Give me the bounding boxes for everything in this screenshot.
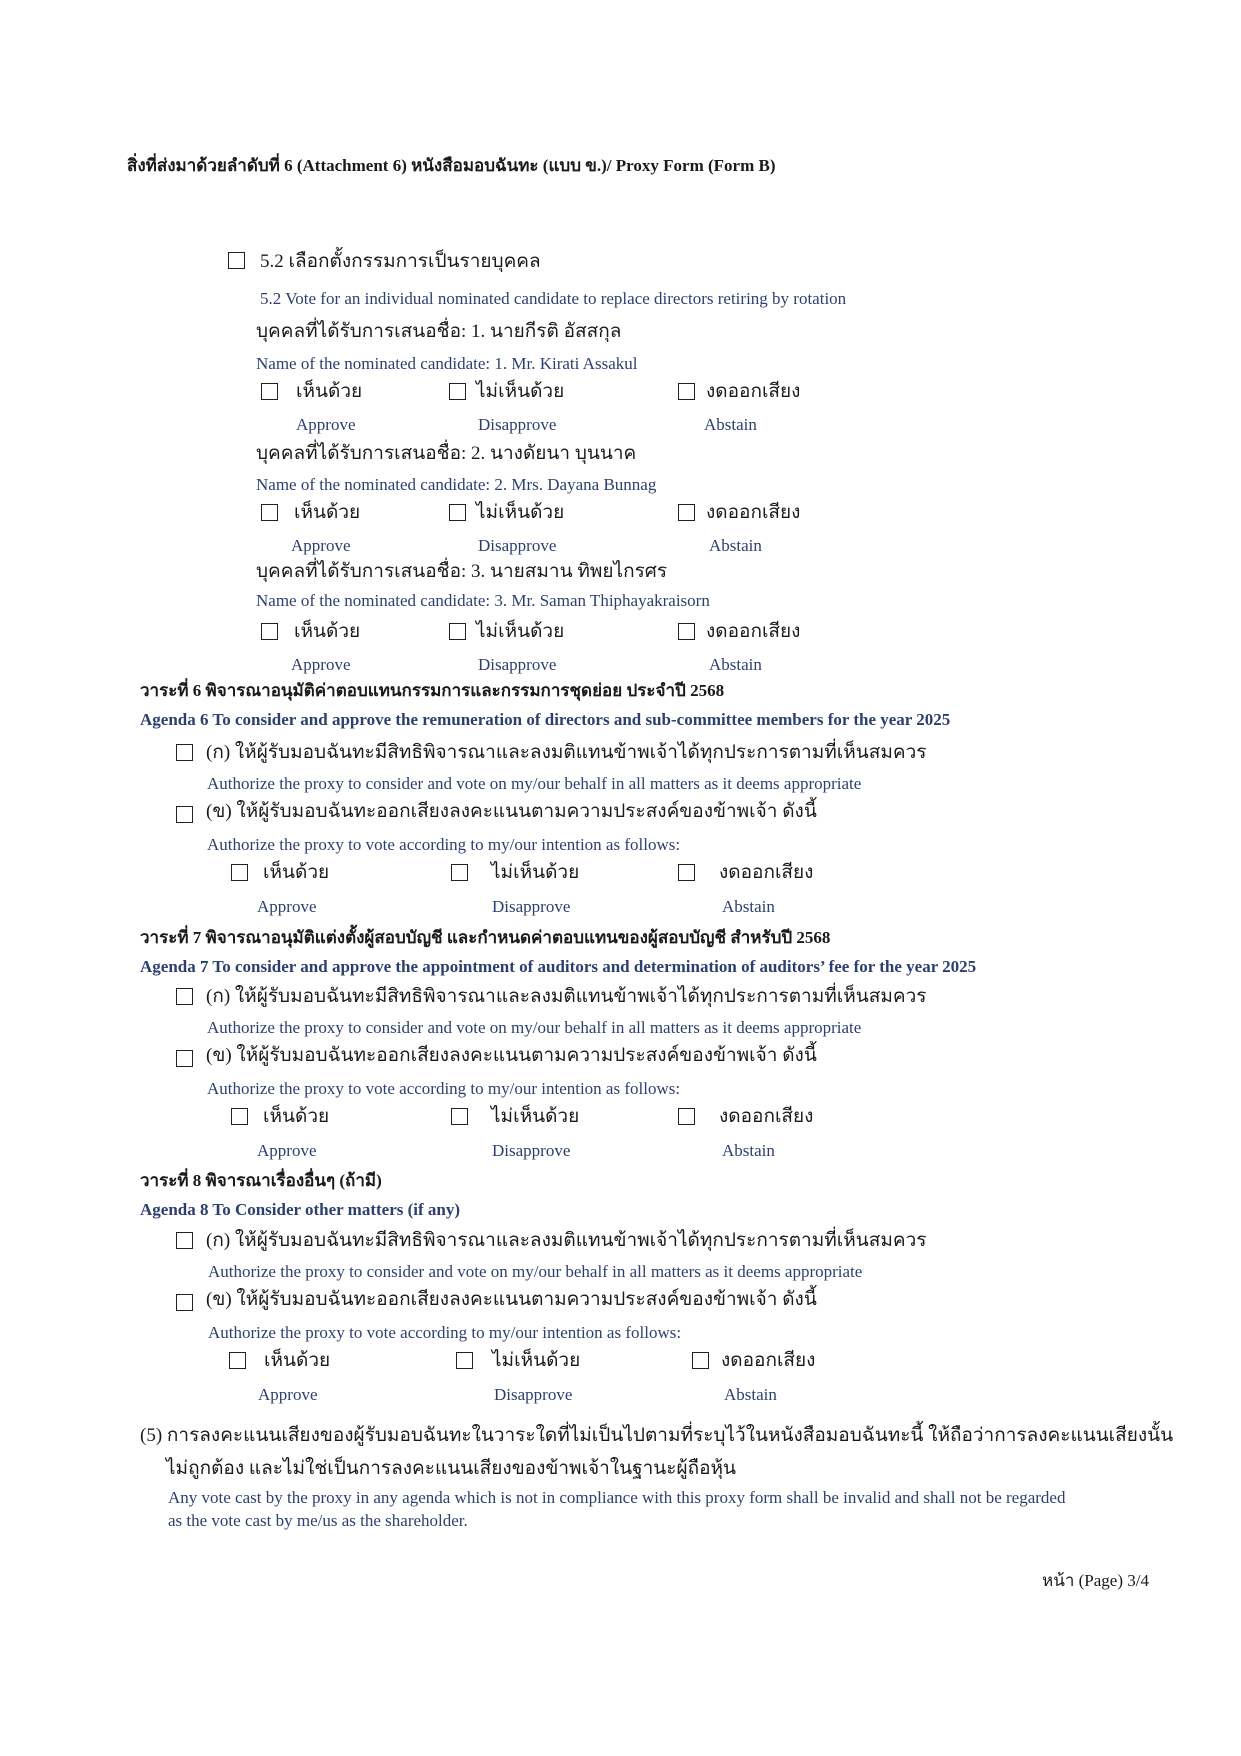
agenda-6-disapprove-checkbox[interactable] [451, 864, 468, 881]
agenda-7-english-heading: Agenda 7 To consider and approve the appointment of auditors and determination of auditors’ fee for the year 2025 [140, 957, 977, 976]
note-5-thai-line-1: (5) การลงคะแนนเสียงของผู้รับมอบฉันทะในวาระใดที่ไม่เป็นไปตามที่ระบุไว้ในหนังสือมอบฉันทะนี้ ให้ถือว่าการลงคะแนนเสียงนั้น [140, 1425, 1174, 1446]
agenda-7-option-b-checkbox[interactable] [176, 1050, 193, 1067]
candidate-3-approve-checkbox[interactable] [261, 623, 278, 640]
agenda-8-option-a-checkbox[interactable] [176, 1232, 193, 1249]
agenda-8-approve-checkbox[interactable] [229, 1352, 246, 1369]
note-5-english-line-2: as the vote cast by me/us as the shareholder. [168, 1511, 468, 1530]
candidate-3-thai: บุคคลที่ได้รับการเสนอชื่อ: 3. นายสมาน ทิพยไกรศร [256, 561, 668, 582]
agenda-7-option-a-en: Authorize the proxy to consider and vote on my/our behalf in all matters as it deems appropriate [207, 1018, 862, 1037]
candidate-3-approve-en: Approve [291, 655, 351, 674]
candidate-3-abstain-en: Abstain [709, 655, 762, 674]
candidate-2-abstain-th: งดออกเสียง [706, 502, 801, 523]
agenda-6-option-b-th: (ข) ให้ผู้รับมอบฉันทะออกเสียงลงคะแนนตามความประสงค์ของข้าพเจ้า ดังนี้ [206, 801, 817, 822]
candidate-2-approve-en: Approve [291, 536, 351, 555]
page-header-title: สิ่งที่ส่งมาด้วยลำดับที่ 6 (Attachment 6) หนังสือมอบฉันทะ (แบบ ข.)/ Proxy Form (Form B) [127, 156, 776, 175]
agenda-7-approve-th: เห็นด้วย [263, 1106, 330, 1127]
agenda-8-approve-th: เห็นด้วย [264, 1350, 331, 1371]
candidate-1-english: Name of the nominated candidate: 1. Mr. Kirati Assakul [256, 354, 638, 373]
agenda-6-approve-en: Approve [257, 897, 317, 916]
page-number: หน้า (Page) 3/4 [1042, 1571, 1149, 1590]
agenda-6-abstain-checkbox[interactable] [678, 864, 695, 881]
candidate-1-thai: บุคคลที่ได้รับการเสนอชื่อ: 1. นายกีรติ อัสสกุล [256, 321, 622, 342]
candidate-2-abstain-checkbox[interactable] [678, 504, 695, 521]
agenda-7-option-a-th: (ก) ให้ผู้รับมอบฉันทะมีสิทธิพิจารณาและลงมติแทนข้าพเจ้าได้ทุกประการตามที่เห็นสมควร [206, 986, 927, 1007]
agenda-8-approve-en: Approve [258, 1385, 318, 1404]
agenda-7-option-a-checkbox[interactable] [176, 988, 193, 1005]
agenda-6-abstain-en: Abstain [722, 897, 775, 916]
agenda-6-option-a-en: Authorize the proxy to consider and vote on my/our behalf in all matters as it deems appropriate [207, 774, 862, 793]
agenda-7-disapprove-en: Disapprove [492, 1141, 571, 1160]
agenda-7-abstain-checkbox[interactable] [678, 1108, 695, 1125]
agenda-6-option-a-checkbox[interactable] [176, 744, 193, 761]
agenda-7-abstain-th: งดออกเสียง [719, 1106, 814, 1127]
candidate-3-disapprove-th: ไม่เห็นด้วย [476, 621, 565, 642]
agenda-8-option-b-en: Authorize the proxy to vote according to my/our intention as follows: [208, 1323, 682, 1342]
candidate-2-approve-checkbox[interactable] [261, 504, 278, 521]
agenda-8-abstain-en: Abstain [724, 1385, 777, 1404]
agenda-7-approve-en: Approve [257, 1141, 317, 1160]
agenda-7-abstain-en: Abstain [722, 1141, 775, 1160]
agenda-6-approve-checkbox[interactable] [231, 864, 248, 881]
agenda-6-option-a-th: (ก) ให้ผู้รับมอบฉันทะมีสิทธิพิจารณาและลงมติแทนข้าพเจ้าได้ทุกประการตามที่เห็นสมควร [206, 742, 927, 763]
candidate-1-approve-checkbox[interactable] [261, 383, 278, 400]
agenda-8-option-a-en: Authorize the proxy to consider and vote on my/our behalf in all matters as it deems appropriate [208, 1262, 863, 1281]
candidate-3-abstain-checkbox[interactable] [678, 623, 695, 640]
section-5-2-english-label: 5.2 Vote for an individual nominated candidate to replace directors retiring by rotation [260, 289, 847, 308]
candidate-1-disapprove-checkbox[interactable] [449, 383, 466, 400]
agenda-7-thai-heading: วาระที่ 7 พิจารณาอนุมัติแต่งตั้งผู้สอบบัญชี และกำหนดค่าตอบแทนของผู้สอบบัญชี สำหรับปี 2568 [140, 928, 831, 947]
candidate-1-abstain-en: Abstain [704, 415, 757, 434]
agenda-8-option-b-th: (ข) ให้ผู้รับมอบฉันทะออกเสียงลงคะแนนตามความประสงค์ของข้าพเจ้า ดังนี้ [206, 1289, 817, 1310]
candidate-1-approve-th: เห็นด้วย [296, 381, 363, 402]
agenda-8-option-a-th: (ก) ให้ผู้รับมอบฉันทะมีสิทธิพิจารณาและลงมติแทนข้าพเจ้าได้ทุกประการตามที่เห็นสมควร [206, 1230, 927, 1251]
candidate-2-disapprove-th: ไม่เห็นด้วย [476, 502, 565, 523]
note-5-english-line-1: Any vote cast by the proxy in any agenda which is not in compliance with this proxy form shall be invalid and shall not be regarded [168, 1488, 1066, 1507]
agenda-7-approve-checkbox[interactable] [231, 1108, 248, 1125]
agenda-6-english-heading: Agenda 6 To consider and approve the remuneration of directors and sub-committee members for the year 2025 [140, 710, 951, 729]
candidate-1-disapprove-th: ไม่เห็นด้วย [476, 381, 565, 402]
agenda-6-option-b-en: Authorize the proxy to vote according to my/our intention as follows: [207, 835, 681, 854]
candidate-2-english: Name of the nominated candidate: 2. Mrs. Dayana Bunnag [256, 475, 657, 494]
candidate-3-english: Name of the nominated candidate: 3. Mr. Saman Thiphayakraisorn [256, 591, 710, 610]
agenda-8-abstain-th: งดออกเสียง [721, 1350, 816, 1371]
candidate-1-approve-en: Approve [296, 415, 356, 434]
agenda-7-option-b-en: Authorize the proxy to vote according to my/our intention as follows: [207, 1079, 681, 1098]
candidate-2-abstain-en: Abstain [709, 536, 762, 555]
candidate-3-disapprove-checkbox[interactable] [449, 623, 466, 640]
candidate-1-abstain-th: งดออกเสียง [706, 381, 801, 402]
agenda-7-option-b-th: (ข) ให้ผู้รับมอบฉันทะออกเสียงลงคะแนนตามความประสงค์ของข้าพเจ้า ดังนี้ [206, 1045, 817, 1066]
agenda-6-approve-th: เห็นด้วย [263, 862, 330, 883]
candidate-1-disapprove-en: Disapprove [478, 415, 557, 434]
agenda-8-option-b-checkbox[interactable] [176, 1294, 193, 1311]
agenda-7-disapprove-checkbox[interactable] [451, 1108, 468, 1125]
candidate-3-abstain-th: งดออกเสียง [706, 621, 801, 642]
agenda-8-english-heading: Agenda 8 To Consider other matters (if any) [140, 1200, 461, 1219]
agenda-8-thai-heading: วาระที่ 8 พิจารณาเรื่องอื่นๆ (ถ้ามี) [140, 1171, 382, 1190]
section-5-2-thai-label: 5.2 เลือกตั้งกรรมการเป็นรายบุคคล [260, 251, 541, 272]
candidate-3-disapprove-en: Disapprove [478, 655, 557, 674]
candidate-2-disapprove-en: Disapprove [478, 536, 557, 555]
candidate-2-thai: บุคคลที่ได้รับการเสนอชื่อ: 2. นางดัยนา บุนนาค [256, 443, 637, 464]
candidate-1-abstain-checkbox[interactable] [678, 383, 695, 400]
agenda-6-disapprove-en: Disapprove [492, 897, 571, 916]
agenda-8-disapprove-checkbox[interactable] [456, 1352, 473, 1369]
agenda-6-option-b-checkbox[interactable] [176, 806, 193, 823]
agenda-6-abstain-th: งดออกเสียง [719, 862, 814, 883]
candidate-2-approve-th: เห็นด้วย [294, 502, 361, 523]
note-5-thai-line-2: ไม่ถูกต้อง และไม่ใช่เป็นการลงคะแนนเสียงของข้าพเจ้าในฐานะผู้ถือหุ้น [166, 1458, 737, 1479]
candidate-2-disapprove-checkbox[interactable] [449, 504, 466, 521]
agenda-7-disapprove-th: ไม่เห็นด้วย [491, 1106, 580, 1127]
agenda-8-disapprove-en: Disapprove [494, 1385, 573, 1404]
agenda-6-thai-heading: วาระที่ 6 พิจารณาอนุมัติค่าตอบแทนกรรมการและกรรมการชุดย่อย ประจำปี 2568 [140, 681, 725, 700]
section-5-2-checkbox[interactable] [228, 252, 245, 269]
candidate-3-approve-th: เห็นด้วย [294, 621, 361, 642]
agenda-8-disapprove-th: ไม่เห็นด้วย [492, 1350, 581, 1371]
agenda-8-abstain-checkbox[interactable] [692, 1352, 709, 1369]
agenda-6-disapprove-th: ไม่เห็นด้วย [491, 862, 580, 883]
